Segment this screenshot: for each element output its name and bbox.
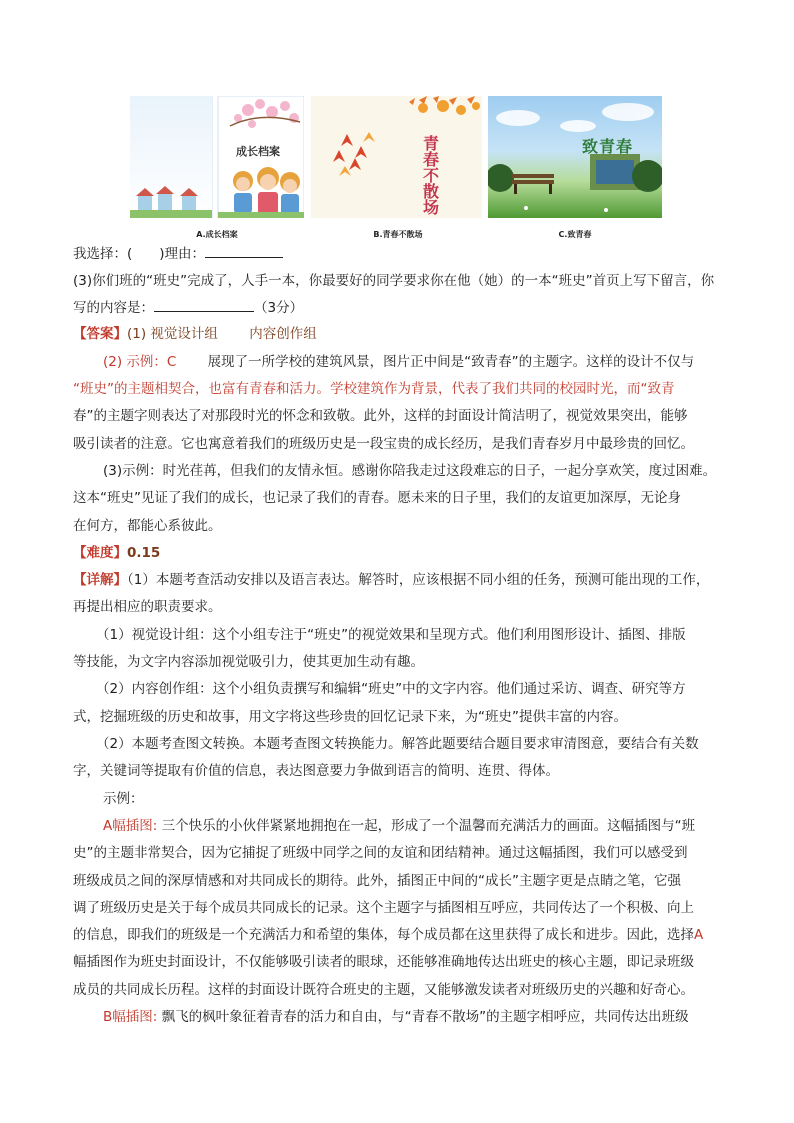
example-a-letter: A: [694, 927, 704, 943]
reason-blank: [205, 243, 283, 258]
caption-a: A.成长档案: [196, 230, 238, 239]
explanation-line-8: 字，关键词等提取有价值的信息，表达图意要力争做到语言的简明、连贯、得体。: [73, 763, 559, 779]
example-a-text-1: 三个快乐的小伙伴紧紧地拥抱在一起，形成了一个温馨而充满活力的画面。这幅插图与“班: [157, 818, 696, 834]
example-a-text-5: 的信息，即我们的班级是一个充满活力和希望的集体，每个成员都在这里获得了成长和进步。因此，选择: [73, 927, 694, 943]
answer-blank: [154, 297, 254, 312]
difficulty-line: [73, 543, 160, 563]
cover-image-b-title: 青春不散场: [423, 134, 440, 217]
example-a-label: A幅插图:: [103, 818, 158, 834]
answer-1: (1) 视觉设计组 内容创作组: [127, 326, 317, 342]
explanation-line-3: （1）视觉设计组：这个小组专注于“班史”的视觉效果和呈现方式。他们利用图形设计、插图、排版: [96, 627, 686, 643]
example-b-line-1: [103, 1007, 689, 1027]
answer-3-line-2: 这本“班史”见证了我们的成长，也记录了我们的青春。愿未来的日子里，我们的友谊更加深厚，无论身: [73, 490, 681, 506]
difficulty-tag: 【难度】: [73, 545, 127, 561]
explanation-line-2: 再提出相应的职责要求。: [73, 599, 222, 615]
cover-image-c-title: 致青春: [582, 137, 634, 156]
question-3-score: （3分）: [254, 300, 304, 316]
question-3-line-1: (3)你们班的“班史”完成了，人手一本，你最要好的同学要求你在他（她）的一本“班史”首页上写下留言，你: [73, 273, 715, 289]
example-b-text-1: 飘飞的枫叶象征着青春的活力和自由，与“青春不散场”的主题字相呼应，共同传达出班级: [157, 1009, 689, 1025]
example-b-label: B幅插图:: [103, 1009, 158, 1025]
example-a-line-5: [73, 925, 703, 945]
answer-line: [73, 324, 317, 344]
cover-image-c: [488, 96, 662, 218]
answer-2-line-2: “班史”的主题相契合，也富有青春和活力。学校建筑作为背景，代表了我们共同的校园时光，而“致青: [73, 381, 675, 397]
example-a-line-2: 史”的主题非常契合，因为它捕捉了班级中同学之间的友谊和团结精神。通过这幅插图，我们可以感受到: [73, 845, 688, 861]
example-label: 示例：: [103, 791, 144, 807]
example-a-line-7: 成员的共同成长历程。这样的封面设计既符合班史的主题，又能够激发读者对班级历史的兴趣和好奇心。: [73, 982, 694, 998]
example-a-line-6: 幅插图作为班史封面设计，不仅能够吸引读者的眼球，还能够准确地传达出班史的核心主题，即记录班级: [73, 954, 694, 970]
explanation-line-7: （2）本题考查图文转换。本题考查图文转换能力。解答此题要结合题目要求审清图意，要结合有关数: [96, 736, 699, 752]
cover-image-a: [130, 96, 304, 218]
explanation-line-6: 式，挖掘班级的历史和故事，用文字将这些珍贵的回忆记录下来，为“班史”提供丰富的内容。: [73, 709, 627, 725]
answer-3-line-3: 在何方，都能心系彼此。: [73, 518, 222, 534]
question-3-line-2: [73, 297, 303, 318]
explanation-line-4: 等技能，为文字内容添加视觉吸引力，使其更加生动有趣。: [73, 654, 424, 670]
choice-line: [73, 243, 283, 264]
answer-3-line-1: (3)示例：时光荏苒，但我们的友情永恒。感谢你陪我走过这段难忘的日子，一起分享欢笑，度过困难。: [103, 463, 717, 479]
example-a-line-4: 调了班级历史是关于每个成员共同成长的记录。这个主题字与插图相互呼应，共同传达了一个积极、向上: [73, 900, 694, 916]
cover-image-a-title: 成长档案: [236, 145, 280, 158]
explanation-line-1: [73, 570, 709, 590]
answer-2-line-1: [103, 352, 694, 372]
answer-tag: 【答案】: [73, 326, 127, 342]
cover-options-images: [130, 96, 662, 219]
example-a-line-3: 班级成员之间的深厚情感和对共同成长的期待。此外，插图正中间的“成长”主题字更是点睛之笔，它强: [73, 873, 681, 889]
answer-2-text-1: 展现了一所学校的建筑风景，图片正中间是“致青春”的主题字。这样的设计不仅与: [207, 354, 695, 370]
cover-image-b: [311, 96, 482, 218]
explanation-tag: 【详解】: [73, 572, 127, 588]
answer-2-line-3: 春”的主题字则表达了对那段时光的怀念和致敬。此外，这样的封面设计简洁明了，视觉效果突出，能够: [73, 408, 688, 424]
example-a-line-1: [103, 816, 695, 836]
difficulty-value: 0.15: [127, 545, 161, 561]
answer-2-line-4: 吸引读者的注意。它也寓意着我们的班级历史是一段宝贵的成长经历，是我们青春岁月中最珍贵的回忆。: [73, 436, 694, 452]
caption-c: C.致青春: [558, 230, 592, 239]
choice-prompt: 我选择：( )理由：: [73, 246, 206, 262]
question-3-prompt: 写的内容是：: [73, 300, 154, 316]
explanation-text-1: （1）本题考查活动安排以及语言表达。解答时，应该根据不同小组的任务，预测可能出现的工作，: [127, 572, 710, 588]
answer-2-label: (2) 示例：C: [103, 354, 208, 370]
explanation-line-5: （2）内容创作组：这个小组负责撰写和编辑“班史”中的文字内容。他们通过采访、调查、研究等方: [96, 681, 686, 697]
caption-b: B.青春不散场: [373, 230, 423, 239]
